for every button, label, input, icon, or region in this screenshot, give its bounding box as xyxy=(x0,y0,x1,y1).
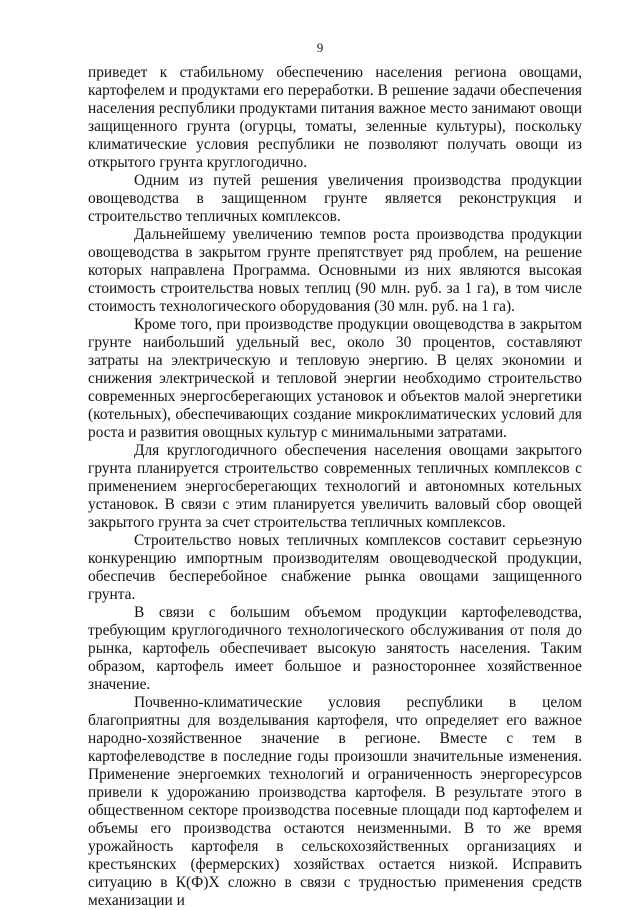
paragraph-1: приведет к стабильному обеспечению населения региона овощами, картофелем и продуктами его переработки. В решение задачи обеспечения населения республики продуктами питания важное место занимают овощи защищенного грунта (огурцы, томаты, зеленные культуры), поскольку климатические условия республики не позволяют получать овощи из открытого грунта круглогодично. xyxy=(88,64,582,171)
paragraph-5: Для круглогодичного обеспечения населения овощами закрытого грунта планируется строительство современных тепличных комплексов с применением энергосберегающих технологий и автономных котельных установок. В связи с этим планируется увеличить валовый сбор овощей закрытого грунта за счет строительства тепличных комплексов. xyxy=(88,442,582,531)
paragraph-7: В связи с большим объемом продукции картофелеводства, требующим круглогодичного технологического обслуживания от поля до рынка, картофель обеспечивает высокую занятость населения. Таким образом, картофель имеет большое и разностороннее хозяйственное значение. xyxy=(88,604,582,693)
page-number: 9 xyxy=(316,40,324,55)
paragraph-3: Дальнейшему увеличению темпов роста производства продукции овощеводства в закрытом грунте препятствует ряд проблем, на решение которых направлена Программа. Основными из них являются высокая стоимость строительства новых теплиц (90 млн. руб. за 1 га), в том числе стоимость технологического оборудования (30 млн. руб. на 1 га). xyxy=(88,226,582,315)
paragraph-4: Кроме того, при производстве продукции овощеводства в закрытом грунте наибольший удельный вес, около 30 процентов, составляют затраты на электрическую и тепловую энергию. В целях экономии и снижения электрической и тепловой энергии необходимо строительство современных энергосберегающих установок и объектов малой энергетики (котельных), обеспечивающих создание микроклиматических условий для роста и развития овощных культур с минимальными затратами. xyxy=(88,316,582,441)
paragraph-2: Одним из путей решения увеличения производства продукции овощеводства в защищенном грунте является реконструкция и строительство тепличных комплексов. xyxy=(88,172,582,225)
body-text xyxy=(88,64,582,910)
paragraph-8: Почвенно-климатические условия республики в целом благоприятны для возделывания картофеля, что определяет его важное народно-хозяйственное значение в регионе. Вместе с тем в картофелеводстве в последние годы произошли значительные изменения. Применение энергоемких технологий и ограниченность энергоресурсов привели к удорожанию производства картофеля. В результате этого в общественном секторе производства посевные площади под картофелем и объемы его производства остаются неизменными. В то же время урожайность картофеля в сельскохозяйственных организациях и крестьянских (фермерских) хозяйствах остается низкой. Исправить ситуацию в К(Ф)Х сложно в связи с трудностью применения средств механизации и xyxy=(88,694,582,909)
paragraph-6: Строительство новых тепличных комплексов составит серьезную конкуренцию импортным производителям овощеводческой продукции, обеспечив бесперебойное снабжение рынка овощами защищенного грунта. xyxy=(88,532,582,603)
